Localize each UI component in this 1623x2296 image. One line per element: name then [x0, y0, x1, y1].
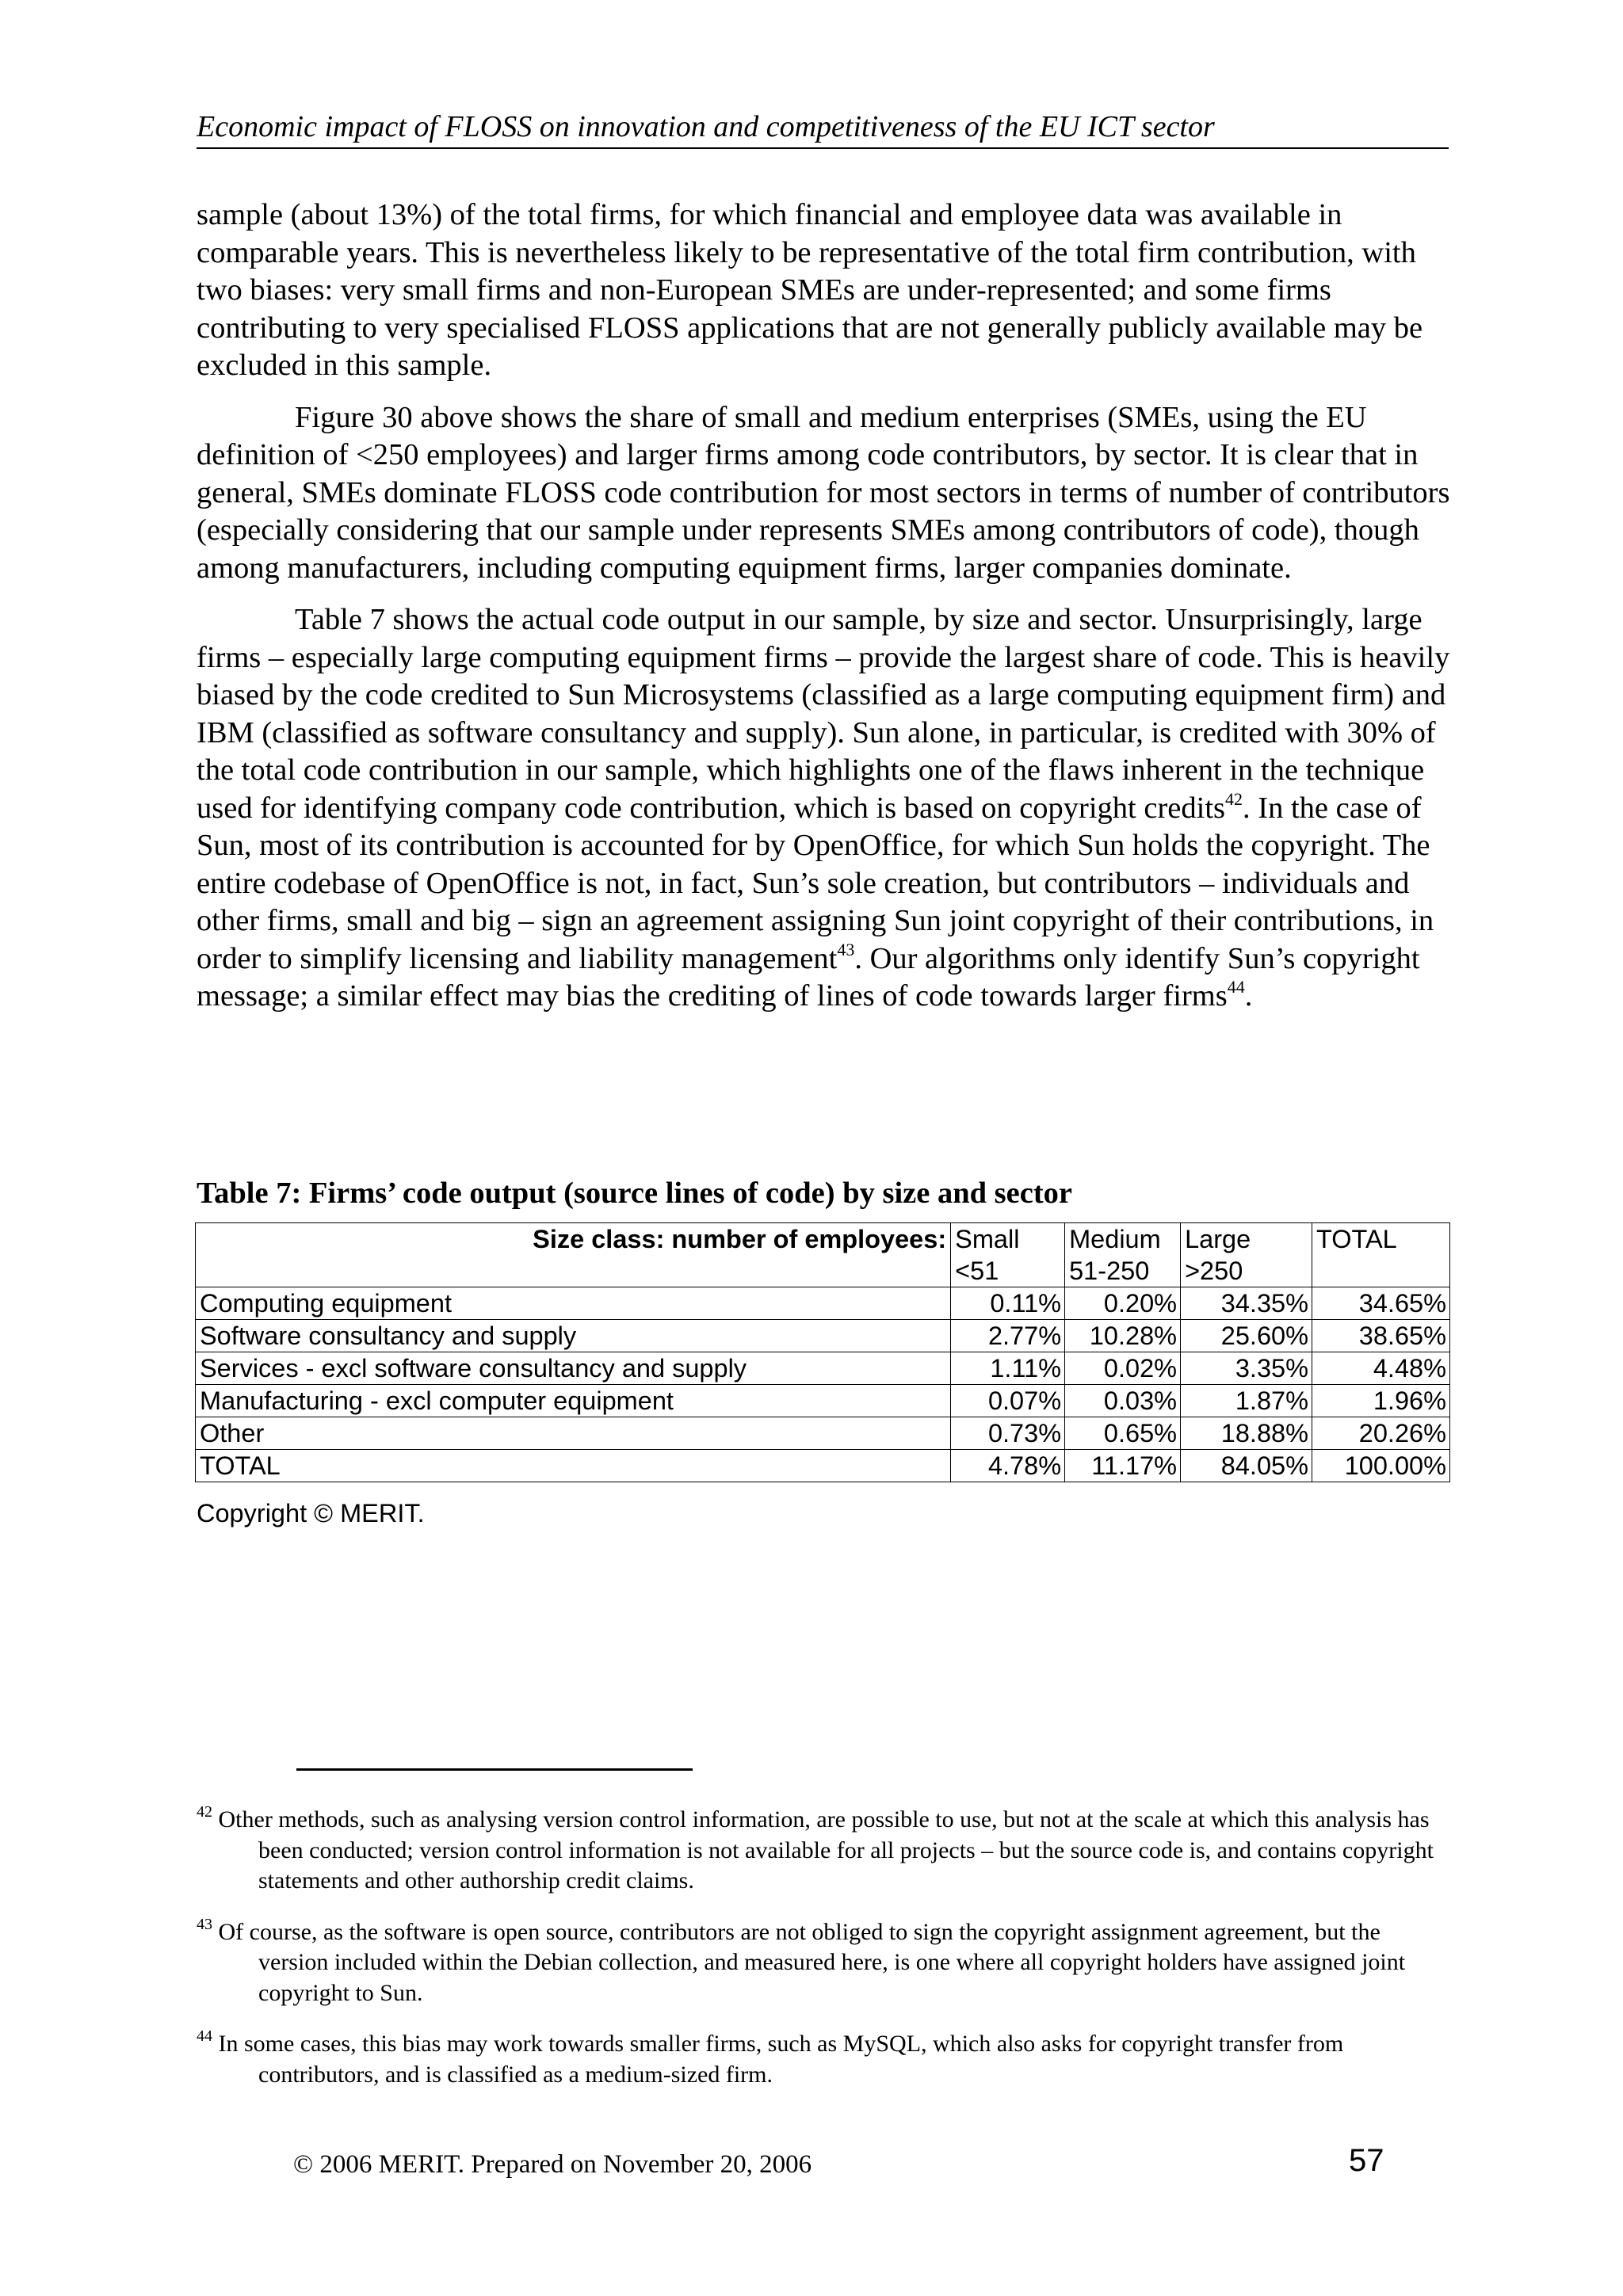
cell-small: 0.07%: [951, 1385, 1065, 1417]
table-caption: Table 7: Firms’ code output (source lines of code) by size and sector: [197, 1177, 1072, 1210]
cell-small: 0.11%: [951, 1287, 1065, 1320]
footnote-number: 44: [197, 2027, 212, 2045]
row-label: Manufacturing - excl computer equipment: [196, 1385, 951, 1417]
cell-medium: 0.02%: [1065, 1352, 1181, 1385]
col-large: [1181, 1223, 1312, 1287]
cell-total: 34.65%: [1312, 1287, 1450, 1320]
paragraph-2: Figure 30 above shows the share of small and medium enterprises (SMEs, using the EU definition of <250 employees) and larger firms among code contributors, by sector. It is clear that in general, SMEs dominate FLOSS code contribution for most sectors in terms of number of contributors (especially considering that our sample under represents SMEs among contributors of code), though among manufacturers, including computing equipment firms, larger companies dominate.: [197, 400, 1450, 585]
footnote-separator: [296, 1768, 693, 1771]
cell-medium: 0.20%: [1065, 1287, 1181, 1320]
table-row-total: [196, 1450, 1450, 1482]
footnote-number: 43: [197, 1915, 212, 1933]
running-header: Economic impact of FLOSS on innovation and competitiveness of the EU ICT sector: [197, 109, 1449, 149]
cell-total: 1.96%: [1312, 1385, 1450, 1417]
paragraph-3: [197, 601, 1450, 1016]
footnote-42: [197, 1805, 1450, 1897]
col-medium: [1065, 1223, 1181, 1287]
footnote-44: [197, 2029, 1450, 2090]
table-copyright-note: Copyright © MERIT.: [197, 1499, 425, 1527]
row-label: Software consultancy and supply: [196, 1320, 951, 1352]
cell-total: 38.65%: [1312, 1320, 1450, 1352]
footnote-text: Other methods, such as analysing version control information, are possible to use, but not at the scale at which this analysis has been conducted; version control information is not available for all projects – but the source code is, and contains copyright statements and other authorship credit claims.: [218, 1806, 1434, 1894]
footnote-ref-42[interactable]: 42: [1225, 788, 1243, 809]
footnote-ref-43[interactable]: 43: [837, 939, 855, 959]
cell-large: 1.87%: [1181, 1385, 1312, 1417]
body-text: [197, 196, 1450, 1030]
cell-large: 18.88%: [1181, 1417, 1312, 1450]
code-output-table: [195, 1222, 1450, 1482]
paragraph-3-text-c: . Our algorithms only identify Sun’s copyright message; a similar effect may bias the crediting of lines of code towards larger firms: [197, 941, 1420, 1013]
footnote-text: Of course, as the software is open source, contributors are not obliged to sign the copyright assignment agreement, but the version included within the Debian collection, and measured here, is one where all copyright holders have assigned joint copyright to Sun.: [218, 1918, 1406, 2006]
row-label: Computing equipment: [196, 1287, 951, 1320]
cell-large: 34.35%: [1181, 1287, 1312, 1320]
col-total: TOTAL: [1312, 1223, 1450, 1287]
table-row: [196, 1287, 1450, 1320]
col-small-range: <51: [955, 1257, 999, 1285]
col-medium-name: Medium: [1069, 1225, 1161, 1253]
col-small: [951, 1223, 1065, 1287]
table-header-row: [196, 1223, 1450, 1287]
size-class-label: Size class: number of employees:: [196, 1223, 951, 1287]
footnote-43: [197, 1917, 1450, 2009]
cell-medium: 0.65%: [1065, 1417, 1181, 1450]
col-small-name: Small: [955, 1225, 1020, 1253]
table-row: [196, 1352, 1450, 1385]
col-medium-range: 51-250: [1069, 1257, 1150, 1285]
cell-medium: 10.28%: [1065, 1320, 1181, 1352]
cell-small: 0.73%: [951, 1417, 1065, 1450]
footnote-text: In some cases, this bias may work towards smaller firms, such as MySQL, which also asks for copyright transfer from contributors, and is classified as a medium-sized firm.: [218, 2031, 1344, 2088]
col-large-name: Large: [1185, 1225, 1251, 1253]
col-large-range: >250: [1185, 1257, 1243, 1285]
row-label: Other: [196, 1417, 951, 1450]
row-label: TOTAL: [196, 1450, 951, 1482]
footnotes: [197, 1805, 1450, 2111]
table-row: [196, 1417, 1450, 1450]
cell-large: 84.05%: [1181, 1450, 1312, 1482]
page-footer: © 2006 MERIT. Prepared on November 20, 2006: [293, 2150, 812, 2179]
cell-large: 25.60%: [1181, 1320, 1312, 1352]
cell-total: 100.00%: [1312, 1450, 1450, 1482]
cell-total: 20.26%: [1312, 1417, 1450, 1450]
footnote-number: 42: [197, 1803, 212, 1821]
cell-medium: 0.03%: [1065, 1385, 1181, 1417]
cell-small: 2.77%: [951, 1320, 1065, 1352]
table-row: [196, 1320, 1450, 1352]
row-label: Services - excl software consultancy and supply: [196, 1352, 951, 1385]
cell-total: 4.48%: [1312, 1352, 1450, 1385]
paragraph-3-text-d: .: [1244, 979, 1253, 1013]
cell-small: 4.78%: [951, 1450, 1065, 1482]
page-number: 57: [1349, 2143, 1384, 2178]
cell-medium: 11.17%: [1065, 1450, 1181, 1482]
footnote-ref-44[interactable]: 44: [1227, 977, 1245, 997]
table-row: [196, 1385, 1450, 1417]
paragraph-3-text-a: Table 7 shows the actual code output in our sample, by size and sector. Unsurprisingly, large firms – especially large computing equipment firms – provide the largest share of code. This is heavily biased by the code credited to Sun Microsystems (classified as a large computing equipment firm) and IBM (classified as software consultancy and supply). Sun alone, in particular, is credited with 30% of the total code contribution in our sample, which highlights one of the flaws inherent in the technique used for identifying company code contribution, which is based on copyright credits: [197, 603, 1450, 825]
paragraph-1: sample (about 13%) of the total firms, for which financial and employee data was available in comparable years. This is nevertheless likely to be representative of the total firm contribution, with two biases: very small firms and non-European SMEs are under-represented; and some firms contributing to very specialised FLOSS applications that are not generally publicly available may be excluded in this sample.: [197, 198, 1423, 382]
cell-large: 3.35%: [1181, 1352, 1312, 1385]
paragraph-3-text-b: . In the case of Sun, most of its contribution is accounted for by OpenOffice, for which Sun holds the copyright. The entire codebase of OpenOffice is not, in fact, Sun’s sole creation, but contributors – individuals and other firms, small and big – sign an agreement assigning Sun joint copyright of their contributions, in order to simplify licensing and liability management: [197, 791, 1434, 975]
cell-small: 1.11%: [951, 1352, 1065, 1385]
